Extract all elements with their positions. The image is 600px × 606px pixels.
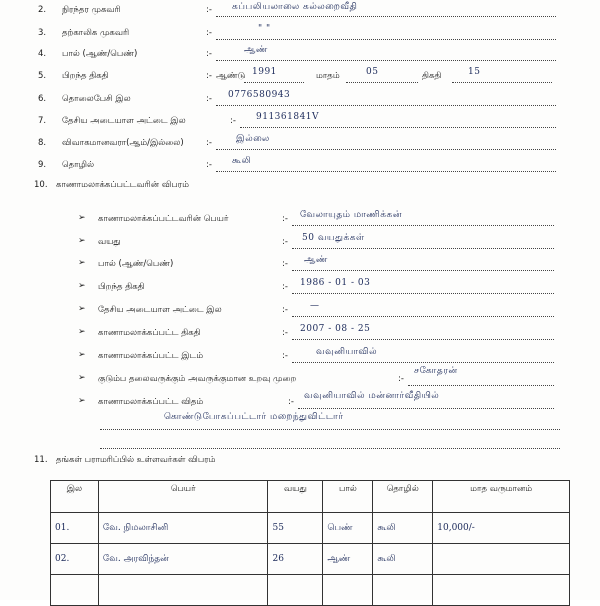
table-cell[interactable]: பெண் [323,513,373,544]
column-header: வயது [268,481,323,513]
missing-label-dob: பிறந்த திகதி [98,282,145,292]
table-cell[interactable]: கூலி [373,544,433,575]
field-value-occupation[interactable]: கூலி [232,156,252,166]
missing-value-date[interactable]: 2007 - 08 - 25 [300,324,371,334]
missing-label-date: காணாமலாக்கப்பட்ட திகதி [98,328,201,338]
arrow-bullet-icon: ➢ [78,350,86,360]
field-label-temporary-address: தற்காலிக முகவரி [62,28,130,38]
dob-year-label: ஆண்டு [216,71,246,81]
form-page: 2. நிரந்தர முகவரி :- கப்பலியலாலை கல்லறைவீதி 3. தற்காலிக முகவரி :- " " 4. பால் (ஆண்/பெண்) :- ஆண் 5. பிறந்த திகதி :- ஆண்டு 1991 மாதம் 05 திகதி 15 6. தொலைபேசி இல :- 0776580943 7. தேசிய அடையாள அட்டை இல :- 911361841V 8. விவாகமானவரா(ஆம்/இல்லை) :- இல்லை 9. தொழில் :- கூலி 10. காணாமலாக்கப்பட்டவரின் விபரம் ➢ காணாமலாக்கப்பட்டவரின் பெயர் :- வேலாயுதம் மாணிக்கன் ➢ வயது :- 50 வயதுக்கள் ➢ பால் (ஆண்/பெண்) :- ஆண் ➢ பிறந்த திகதி :- 1986 - 01 - 03 ➢ தேசிய அடையாள அட்டை இல :- — ➢ காணாமலாக்கப்பட்ட திகதி :- 2007 - 08 - 25 ➢ காணாமலாக்கப்பட்ட இடம் :- வவுனியாவில் ➢ குடும்ப தலைவருக்கும் அவருக்குமான உறவு முறை :- சகோதரன் ➢ காணாமலாக்கப்பட்ட விதம் :- வவுனியாவில் மன்னார்வீதியில் கொண்டுபோகப்பட்டார் மறைந்துவிட்டார் 11. தங்கள் பராமரிப்பில் உள்ளவர்கள் விபரம் இல பெயர் வயது பால் தொழில் மாத வருமானம் 01. வே. நிமலாசினி 55 பெண் கூலி 10,000/- 02. வே. அரவிந்தன் 26 ஆண் கூலி [0,0,600,600]
missing-value-relation[interactable]: சகோதரன் [414,366,458,376]
arrow-bullet-icon: ➢ [78,236,86,246]
table-cell[interactable]: வே. நிமலாசினி [98,513,268,544]
field-value-married[interactable]: இல்லை [236,134,270,144]
column-header: தொழில் [373,481,433,513]
table-cell[interactable] [323,575,373,606]
field-label-married: விவாகமானவரா(ஆம்/இல்லை) [62,138,184,148]
missing-label-age: வயது [98,237,121,247]
table-cell[interactable] [373,575,433,606]
section-10-number: 10. [34,180,48,190]
table-cell[interactable]: வே. அரவிந்தன் [98,544,268,575]
dob-month-label: மாதம் [316,71,340,81]
table-cell[interactable]: 02. [51,544,99,575]
table-cell[interactable]: 01. [51,513,99,544]
arrow-bullet-icon: ➢ [78,281,86,291]
missing-value-manner[interactable]: வவுனியாவில் மன்னார்வீதியில் [304,391,440,401]
table-row [51,513,570,544]
table-cell[interactable]: 55 [268,513,323,544]
section-11-title: தங்கள் பராமரிப்பில் உள்ளவர்கள் விபரம் [56,455,216,465]
column-header: மாத வருமானம் [433,481,570,513]
table-cell[interactable]: கூலி [373,513,433,544]
dob-day-label: திகதி [422,71,442,81]
column-header: பால் [323,481,373,513]
field-value-permanent-address[interactable]: கப்பலியலாலை கல்லறைவீதி [232,2,358,12]
field-label-nic: தேசிய அடையாள அட்டை இல [62,116,186,126]
field-number: 9. [38,160,47,170]
missing-value-place[interactable]: வவுனியாவில் [316,347,378,357]
missing-value-gender[interactable]: ஆண் [304,255,328,265]
missing-label-place: காணாமலாக்கப்பட்ட இடம் [98,351,204,361]
table-row [51,575,570,606]
field-number: 8. [38,138,47,148]
dob-year-value[interactable]: 1991 [252,67,277,77]
missing-label-gender: பால் (ஆண்/பெண்) [98,259,174,269]
arrow-bullet-icon: ➢ [78,373,86,383]
field-value-phone[interactable]: 0776580943 [228,90,291,100]
arrow-bullet-icon: ➢ [78,396,86,406]
missing-value-nic[interactable]: — [310,301,320,311]
field-label-phone: தொலைபேசி இல [62,94,131,104]
field-label-occupation: தொழில் [62,160,95,170]
field-value-nic[interactable]: 911361841V [256,112,320,122]
table-cell[interactable] [51,575,99,606]
arrow-bullet-icon: ➢ [78,327,86,337]
column-header: பெயர் [98,481,268,513]
field-number: 7. [38,116,47,126]
missing-value-dob[interactable]: 1986 - 01 - 03 [300,278,371,288]
dob-month-value[interactable]: 05 [366,67,379,77]
table-cell[interactable] [433,575,570,606]
missing-label-name: காணாமலாக்கப்பட்டவரின் பெயர் [98,214,229,224]
field-number: 2. [38,5,47,15]
missing-value-name[interactable]: வேலாயுதம் மாணிக்கன் [300,210,402,220]
field-label-permanent-address: நிரந்தர முகவரி [62,5,121,15]
field-label-dob: பிறந்த திகதி [62,71,109,81]
missing-label-nic: தேசிய அடையாள அட்டை இல [98,305,222,315]
arrow-bullet-icon: ➢ [78,304,86,314]
field-value-temporary-address[interactable]: " " [258,24,271,34]
field-number: 6. [38,94,47,104]
table-cell[interactable]: ஆண் [323,544,373,575]
arrow-bullet-icon: ➢ [78,258,86,268]
section-10-title: காணாமலாக்கப்பட்டவரின் விபரம் [56,180,189,190]
field-number: 5. [38,71,47,81]
table-cell[interactable] [268,575,323,606]
dob-day-value[interactable]: 15 [468,67,481,77]
field-label-gender: பால் (ஆண்/பெண்) [62,49,138,59]
missing-value-manner-continued[interactable]: கொண்டுபோகப்பட்டார் மறைந்துவிட்டார் [164,412,344,422]
section-11-number: 11. [34,455,48,465]
table-cell[interactable] [98,575,268,606]
column-header: இல [51,481,99,513]
table-cell[interactable]: 26 [268,544,323,575]
table-row [51,544,570,575]
field-number: 4. [38,49,47,59]
missing-value-age[interactable]: 50 வயதுக்கள் [302,233,365,243]
table-cell[interactable]: 10,000/- [433,513,570,544]
table-header-row [51,481,570,513]
arrow-bullet-icon: ➢ [78,213,86,223]
missing-label-manner: காணாமலாக்கப்பட்ட விதம் [98,397,204,407]
table-cell[interactable] [433,544,570,575]
field-value-gender[interactable]: ஆண் [244,45,268,55]
dependents-table [50,480,570,606]
missing-label-relation: குடும்ப தலைவருக்கும் அவருக்குமான உறவு முறை [98,374,297,384]
field-number: 3. [38,28,47,38]
